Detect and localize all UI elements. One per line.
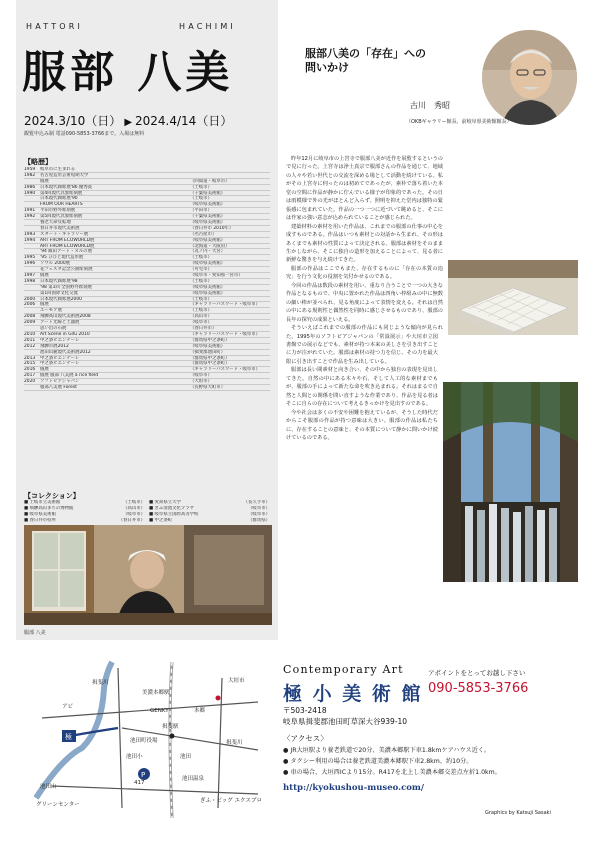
svg-text:極: 極	[65, 733, 72, 741]
collection-place: （長久手市）	[243, 500, 270, 505]
history-place: （ギャラリーパスワード・岐阜市）	[190, 367, 261, 373]
history-year: 2016	[24, 367, 36, 373]
map-label-ibigawa-station: 揖斐駅	[162, 724, 179, 730]
history-year	[24, 267, 40, 272]
map-label-ibi-river: 揖斐川	[92, 680, 109, 686]
history-place: （北海道・大阪府）	[190, 243, 230, 249]
artist-name: 服部 八美	[22, 47, 234, 98]
map-label-ikeda-office: 池田町役場	[130, 738, 158, 744]
history-place: （ギャラリーパスワード・岐阜市）	[190, 331, 261, 337]
history-place: （土岐市）	[190, 296, 212, 302]
history-year	[24, 291, 40, 296]
history-place: （土岐市）	[190, 196, 212, 202]
history-place	[190, 167, 270, 172]
history-place: （岐阜県美術館）	[190, 261, 226, 267]
museum-name-japanese: 極 小 美 術 館	[283, 683, 423, 705]
history-place: （群馬県中之条町）	[190, 361, 230, 367]
history-place: （土岐市）	[190, 278, 212, 284]
street-address: 岐阜県揖斐郡池田町草深大谷939-10	[283, 716, 408, 726]
history-event: 岐阜市に生まれる	[40, 167, 76, 172]
article-paragraph: 今や社会は多くの不安や困難を抱えているが、そうした時代だからこそ服部の作品が持つ意味は大きい。服部の作品は私たちに、存在することの意味と、その本質について静かに問いかけ続けているのである。	[286, 409, 438, 441]
history-event: 中之条ビエンナーレ	[40, 337, 80, 343]
museum-address	[283, 706, 407, 727]
history-year: 1993	[24, 231, 36, 237]
museum-name-english: Contemporary Art	[283, 663, 404, 676]
postal-code: 〒503-2418	[283, 706, 327, 715]
exhibition-period	[24, 112, 232, 129]
history-year: 1998	[24, 278, 36, 284]
history-place: （高山市）	[190, 314, 212, 320]
history-place: （岐阜県美術館）	[190, 290, 226, 296]
history-place: （土岐市）	[190, 308, 212, 314]
museum-website-link[interactable]: http://kyokushou-museo.com/	[283, 783, 425, 793]
history-table	[24, 167, 270, 391]
history-place: （長野県大町市）	[190, 384, 226, 390]
history-year: 1997	[24, 273, 36, 279]
history-event: 第1回国際文化交流	[40, 290, 78, 296]
collection-place: （高山市）	[123, 506, 145, 511]
artist-photo	[24, 525, 272, 625]
history-place: （土岐市）	[190, 184, 212, 190]
history-year: 2011	[24, 337, 36, 343]
period-note: 観覧申込み制 電話090-5853-3766まで。入場は無料	[24, 131, 145, 137]
history-year: 2009	[24, 320, 36, 326]
access-item: ● 車の場合、大垣西ICより15分。R417を北上し美濃本郷交差点左折1.0km。	[283, 769, 501, 776]
history-year: 2020	[24, 379, 36, 385]
graphics-credit: Graphics by Katsuji Sasaki	[485, 810, 551, 816]
history-event: 日本現代陶彫展'98	[40, 278, 78, 284]
article-body	[286, 155, 578, 625]
access-list	[283, 745, 501, 778]
map-label-genky: GENKY	[150, 708, 169, 714]
map-label-green-road: グリーンセンター	[36, 802, 80, 808]
collection-name: ■ 中之条町	[149, 518, 173, 523]
appointment-label: アポイントをとってお越し下さい	[428, 669, 526, 677]
history-event: Art Scene in Gifu 2010	[40, 331, 90, 337]
history-year: 2012	[24, 343, 36, 349]
collection-name: ■ 岐阜県立国際高等学校	[149, 512, 199, 517]
history-place: （岐阜県美術館）	[190, 343, 226, 349]
article-title-line1: 服部八美の「存在」への	[305, 47, 426, 60]
history-event: 個展	[40, 178, 49, 184]
history-place: （丸ノ内・大宮）	[190, 249, 226, 255]
history-place: （千葉県美術館）	[190, 214, 226, 220]
history-year: 2013	[24, 355, 36, 361]
history-event: ソフトピアジャパン	[40, 379, 80, 384]
history-year: 2008	[24, 314, 36, 320]
history-event: 池田山麓現代美術展2012	[40, 349, 91, 355]
history-year: 1959	[24, 167, 36, 172]
period-end: 2024.4/14（日）	[135, 114, 233, 128]
history-event: 平田市野外彫刻展	[40, 208, 76, 214]
history-event: 個展	[40, 302, 49, 308]
collection-name: ■ 愛知県立大学	[149, 500, 181, 505]
history-year	[24, 285, 40, 290]
history-place: （可児市）	[190, 267, 212, 273]
history-event: 春日井市現代美術展	[40, 225, 80, 231]
history-row	[24, 385, 270, 391]
map-label-avi: アビ	[62, 704, 74, 710]
history-heading: 【略歴】	[24, 158, 52, 166]
history-place: （ギャラリーパスワード・岐阜市）	[190, 302, 261, 308]
history-year	[24, 202, 40, 207]
article-paragraph: 今回の作品は数段の素材を用い、重なり合うことで一つの大きな作品となるもので、中央に置かれた作品は四角い枠組みの中に無数の細い棒が並べられ、見る角度によって表情を変える。それは自然の中にある規則性と偶然性を同時に感じさせるものであり、服部の長年の探究の成果といえる。	[286, 282, 443, 323]
article-paragraph: 昨年12月に岐阜市の上宮寺で服部八美が近作を展覧するというので見に行った。上宮寺は浄土真宗で服部さんの作品を通じて、地域の人々や若い世代との交流を深める場として活動を続けている。私がその上宮寺に伺ったのは初めてであったが、素朴で落ち着いた本堂の空間に作品が静かに佇んでいる様子が印象的であった。その日は雨模様で外の光がほとんど入らず、照明を抑えた堂内は独特の緊張感に包まれていた。作品の一つ一つに近づいて眺めると、そこには作家の強い意志が込められていることが感じられた。	[286, 156, 443, 222]
history-event: 第5回現代具象彫刻展	[40, 214, 83, 220]
history-year: 2006	[24, 302, 36, 308]
history-place: （春日井市 2010年）	[190, 225, 234, 231]
history-year	[24, 385, 40, 390]
history-event: ART FROM ECOWORLD展	[40, 237, 95, 243]
map-label-honkyo-station: 美濃本郷駅	[142, 690, 170, 696]
history-event: スタート・ギャラリー展	[40, 231, 89, 237]
history-place: （岐阜市）	[190, 320, 212, 326]
history-year	[24, 308, 40, 313]
history-year: 1995	[24, 255, 36, 261]
history-place: （土岐市）	[190, 255, 212, 261]
history-place: （岐阜市）	[190, 373, 212, 379]
svg-text:P: P	[141, 771, 146, 779]
access-item: ● タクシー利用の場合は養老鉄道美濃本郷駅下車2.8km、約10分。	[283, 758, 473, 765]
history-event: 個展	[40, 367, 49, 373]
collection-list	[24, 500, 270, 524]
history-year: 2010	[24, 331, 36, 337]
author-portrait	[482, 30, 577, 125]
history-year: 1992	[24, 214, 36, 220]
history-event: 個展	[40, 273, 49, 278]
collection-name: ■ 岐阜県美術館	[24, 512, 56, 517]
history-event: 養老天命反転地	[40, 220, 71, 225]
arrow-right-icon: ▶	[124, 117, 133, 128]
history-event: ART FROM ECOWORLD展	[40, 243, 95, 249]
history-place: （群馬県中之条町）	[190, 337, 230, 343]
history-year: 1982	[24, 172, 36, 178]
map-label-ikeda-mountain: 池田山	[40, 784, 57, 790]
history-year	[24, 326, 40, 331]
map-label-honkyo: 本郷	[194, 708, 206, 714]
collection-heading: 【コレクション】	[24, 492, 80, 500]
photo-caption: 服部 八美	[24, 630, 46, 636]
history-event: 名古屋造形芸術短期大学	[40, 172, 89, 178]
article-paragraph: 服部は長い間素材と向き合い、その中から独自の表現を見出してきた。自然の中にある木々や石、そして人工的な素材までもが、服部の手によって新たな命を吹き込まれる。それはまるで自然と人間との関係を問い直すような作業であり、作品を見る者はそこに自らの存在について考えるきっかけを見出すのである。	[286, 367, 438, 408]
history-year	[24, 220, 40, 225]
history-event: 服部八美展 Forest	[40, 384, 77, 390]
history-event: ソウル 2000展	[40, 261, 71, 267]
history-place: （名古屋市）	[190, 231, 217, 237]
map-label-ikeda-ic: 池田温泉	[182, 776, 205, 782]
history-event: 第4回現代具象彫刻展	[40, 190, 83, 196]
history-event: 飛騨市展2012	[40, 343, 69, 349]
collection-name: ■ 飛騨高山まちの博物館	[24, 506, 74, 511]
history-place: （平田市）	[190, 208, 212, 214]
history-event: アート光線と土器展	[40, 320, 80, 326]
history-year: 2015	[24, 361, 36, 367]
article-paragraph: 服部の作品はここでもまた、存在するものに「存在の本質の追究」を行う文化の役割を気付かせるのである。	[286, 265, 443, 281]
roman-last: HACHIMI	[179, 22, 236, 31]
history-year: 2000	[24, 296, 36, 302]
history-place: （岐阜市・愛知県一宮市）	[190, 273, 243, 278]
history-year	[24, 226, 40, 231]
history-event: '94 飯田アート・ヌルの展	[40, 249, 92, 255]
history-event: 花フェスタ記念公園彫刻展	[40, 267, 93, 273]
history-year: 1986	[24, 184, 36, 190]
history-year: 2017	[24, 373, 36, 379]
history-year: 1990	[24, 190, 36, 196]
history-place: （揖斐郡池田町）	[190, 349, 226, 355]
collection-item	[24, 518, 145, 524]
map-label-ibikawa: 揖斐川	[226, 740, 243, 746]
history-event: 日本現代陶彫展2000	[40, 296, 82, 302]
history-year	[24, 196, 40, 201]
artwork-photo-1	[448, 260, 578, 335]
map-label-big-expo: ぎふ・ビッグ エクスプロ	[200, 798, 262, 804]
artist-roman-name	[26, 22, 236, 31]
history-place: （岐阜県美術館）	[190, 220, 226, 225]
history-year	[24, 249, 40, 254]
history-place: （岐阜県美術館）	[190, 202, 226, 208]
article-paragraph: そういえばこれまでの服部の作品にも同じような傾向が見られた。1995年のソフトピアジャパンの「常設展示」や大垣市立図書館での展示などでも、素材が持つ本来の美しさを引き出すことに力が注がれていた。服部は素材の持つ力を信じ、その力を最大限に引き出すことで作品を生み出している。	[286, 325, 443, 365]
history-event: 中之条ビエンナーレ	[40, 361, 80, 367]
period-start: 2024.3/10（日）	[24, 114, 122, 128]
article-paragraph: 建築材料の素材を用いた作品は、これまでの服部の仕事の中心を成すものである。作品はいつも素材との対話から生まれ、その形はあくまでも素材の性質によって決定される。服部は素材をそのまま生かしながら、そこに独自の造形を加えることによって、見る者に新鮮な驚きを与え続けてきた。	[286, 223, 443, 264]
history-event: 飛騨高山現代美術展2008	[40, 314, 91, 320]
appointment-phone[interactable]: 090-5853-3766	[428, 681, 529, 696]
history-place: （岐阜県美術館）	[190, 237, 226, 243]
collection-name: ■ 春日井市役所	[24, 518, 56, 523]
history-place: （大垣市）	[190, 379, 212, 384]
collection-place: （春日井市）	[118, 518, 145, 523]
history-place: （群馬県中之条町）	[190, 355, 230, 361]
history-place: （四間道・岐阜市）	[190, 178, 230, 184]
history-event: 中之条ビエンナーレ	[40, 355, 80, 361]
history-place	[190, 173, 270, 178]
collection-place: （群馬県）	[248, 518, 270, 523]
history-event: '95 ひびと現代造形展	[40, 255, 84, 261]
collection-place: （岐阜市）	[248, 506, 270, 511]
map-label-ikeda: 池田	[180, 754, 192, 760]
map-label-r417: 417	[134, 780, 145, 786]
history-place: （岐阜県美術館）	[190, 284, 226, 290]
collection-name: ■ 土岐市立美術館	[24, 500, 61, 505]
access-item: ● JR大垣駅より養老鉄道で20分、美濃本郷駅下車1.8kmケアハウス近く。	[283, 747, 491, 754]
history-year: 1996	[24, 261, 36, 267]
history-event: 個展 服部 八美展 a rice field	[40, 373, 99, 379]
author-affiliation: （OKBギャラリー館長、前岐阜県美術館館長）	[406, 119, 512, 125]
access-map	[22, 658, 266, 818]
map-label-ogaki: 大垣市	[228, 678, 245, 684]
history-event: FROM OUR HEARTS	[40, 202, 83, 208]
history-event: ユーモア展	[40, 308, 62, 314]
history-year: 1994	[24, 237, 36, 243]
history-event: 日本現代陶彫展'86 優秀賞	[40, 184, 93, 190]
history-place: （千葉県美術館）	[190, 190, 226, 196]
history-year	[24, 350, 40, 355]
collection-item	[149, 518, 270, 524]
collection-place: （岐阜市）	[123, 512, 145, 517]
article-title	[305, 47, 426, 75]
collection-name: ■ ぎふ清流文化プラザ	[149, 506, 195, 511]
map-label-ikeda-school: 池田小	[126, 754, 143, 760]
history-event: 日本現代陶彫展'90	[40, 196, 78, 202]
history-event: '98 第1回 全国野外彫刻展	[40, 284, 92, 290]
history-year: 1991	[24, 208, 36, 214]
collection-place: （岐阜市）	[248, 512, 270, 517]
roman-first: HATTORI	[26, 22, 84, 31]
collection-place: （土岐市）	[123, 500, 145, 505]
history-place: （春日井市）	[190, 326, 217, 331]
article-title-line2: 問いかけ	[305, 61, 349, 74]
artwork-photo-2	[443, 382, 578, 582]
access-heading: 〈アクセス〉	[283, 734, 328, 743]
history-year	[24, 179, 40, 184]
history-event: 思い出の石展	[40, 326, 67, 331]
history-year	[24, 244, 40, 249]
author-name: 古川 秀昭	[410, 101, 450, 110]
